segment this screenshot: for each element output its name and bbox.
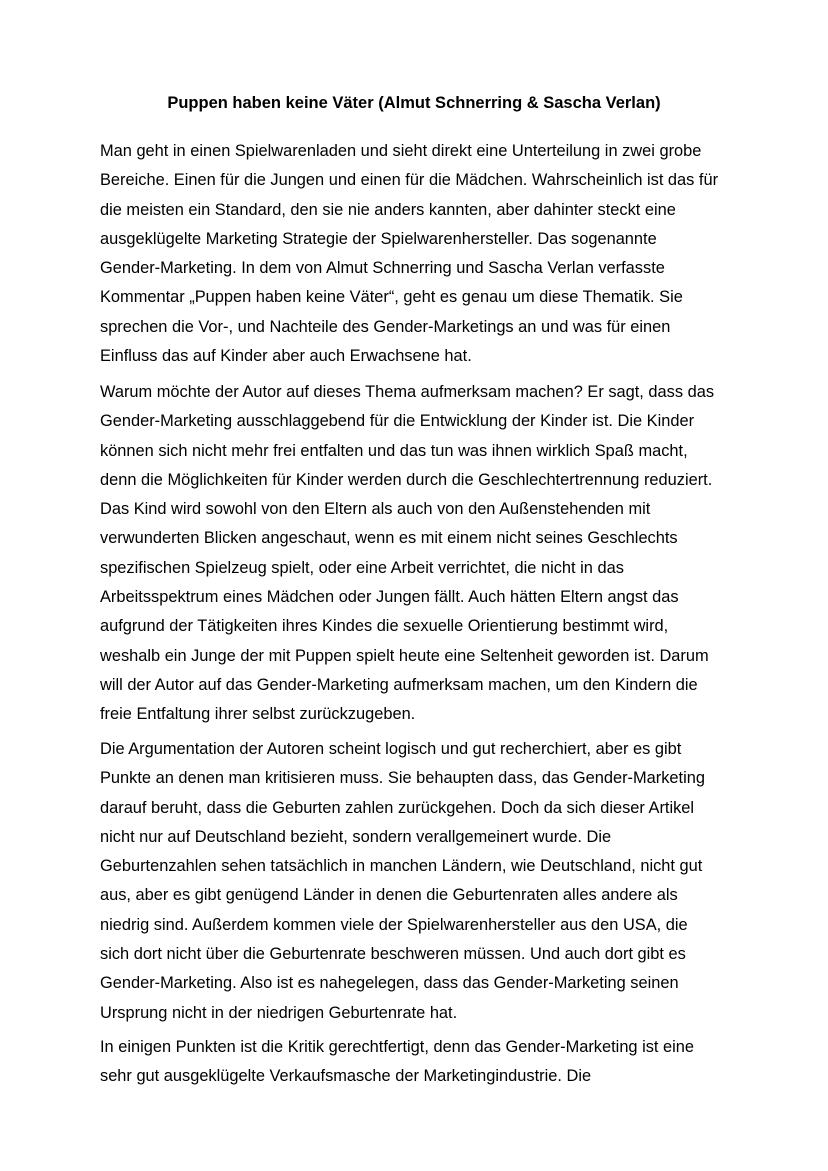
text-line: darauf beruht, dass die Geburten zahlen zurückgehen. Doch da sich dieser Artikel <box>100 798 695 817</box>
text-line: sehr gut ausgeklügelte Verkaufsmasche der Marketingindustrie. Die <box>100 1067 592 1086</box>
paragraph-3 <box>100 735 740 1028</box>
text-line: Arbeitsspektrum eines Mädchen oder Jungen fällt. Auch hätten Eltern angst das <box>100 588 679 607</box>
text-line: weshalb ein Junge der mit Puppen spielt heute eine Seltenheit geworden ist. Darum <box>100 646 709 665</box>
document-title: Puppen haben keine Väter (Almut Schnerring & Sascha Verlan) <box>167 94 661 112</box>
text-line: Geburtenzahlen sehen tatsächlich in manchen Ländern, wie Deutschland, nicht gut <box>100 857 703 876</box>
text-line: aufgrund der Tätigkeiten ihres Kindes die sexuelle Orientierung bestimmt wird, <box>100 617 669 636</box>
text-line: Man geht in einen Spielwarenladen und sieht direkt eine Unterteilung in zwei grobe <box>100 142 702 160</box>
text-line: Bereiche. Einen für die Jungen und einen für die Mädchen. Wahrscheinlich ist das für <box>100 171 719 190</box>
text-line: die meisten ein Standard, den sie nie anders kannten, aber dahinter steckt eine <box>100 200 676 219</box>
text-line: Ursprung nicht in der niedrigen Geburtenrate hat. <box>100 1003 458 1022</box>
text-line: Gender-Marketing. Also ist es nahegelegen, dass das Gender-Marketing seinen <box>100 974 679 993</box>
text-line: sich dort nicht über die Geburtenrate beschweren müssen. Und auch dort gibt es <box>100 945 686 964</box>
text-line: aus, aber es gibt genügend Länder in denen die Geburtenraten alles andere als <box>100 886 678 905</box>
text-line: Das Kind wird sowohl von den Eltern als auch von den Außenstehenden mit <box>100 500 651 519</box>
text-line: Warum möchte der Autor auf dieses Thema aufmerksam machen? Er sagt, dass das <box>100 383 715 401</box>
text-line: Gender-Marketing. In dem von Almut Schnerring und Sascha Verlan verfasste <box>100 259 665 278</box>
text-line: Einfluss das auf Kinder aber auch Erwachsene hat. <box>100 347 472 366</box>
paragraph-2 <box>100 378 740 730</box>
text-line: sprechen die Vor-, und Nachteile des Gender-Marketings an und was für einen <box>100 317 671 336</box>
text-line: Punkte an denen man kritisieren muss. Sie behaupten dass, das Gender-Marketing <box>100 769 705 788</box>
text-line: verwunderten Blicken angeschaut, wenn es mit einem nicht seines Geschlechts <box>100 529 678 548</box>
text-line: Die Argumentation der Autoren scheint logisch und gut recherchiert, aber es gibt <box>100 740 682 758</box>
paragraph-1 <box>100 137 740 371</box>
text-line: In einigen Punkten ist die Kritik gerechtfertigt, denn das Gender-Marketing ist eine <box>100 1038 695 1056</box>
text-line: Gender-Marketing ausschlaggebend für die Entwicklung der Kinder ist. Die Kinder <box>100 412 695 431</box>
text-line: will der Autor auf das Gender-Marketing aufmerksam machen, um den Kindern die <box>100 675 698 694</box>
paragraph-4 <box>100 1033 740 1092</box>
text-line: können sich nicht mehr frei entfalten und das tun was ihnen wirklich Spaß macht, <box>100 441 688 460</box>
text-line: freie Entfaltung ihrer selbst zurückzugeben. <box>100 705 416 724</box>
text-line: nicht nur auf Deutschland bezieht, sondern verallgemeinert wurde. Die <box>100 827 612 846</box>
text-line: niedrig sind. Außerdem kommen viele der Spielwarenhersteller aus den USA, die <box>100 915 688 934</box>
text-line: spezifischen Spielzeug spielt, oder eine Arbeit verrichtet, die nicht in das <box>100 558 624 577</box>
text-line: Kommentar „Puppen haben keine Väter“, geht es genau um diese Thematik. Sie <box>100 288 683 307</box>
text-line: denn die Möglichkeiten für Kinder werden durch die Geschlechtertrennung reduziert. <box>100 470 713 489</box>
text-line: ausgeklügelte Marketing Strategie der Spielwarenhersteller. Das sogenannte <box>100 229 657 248</box>
